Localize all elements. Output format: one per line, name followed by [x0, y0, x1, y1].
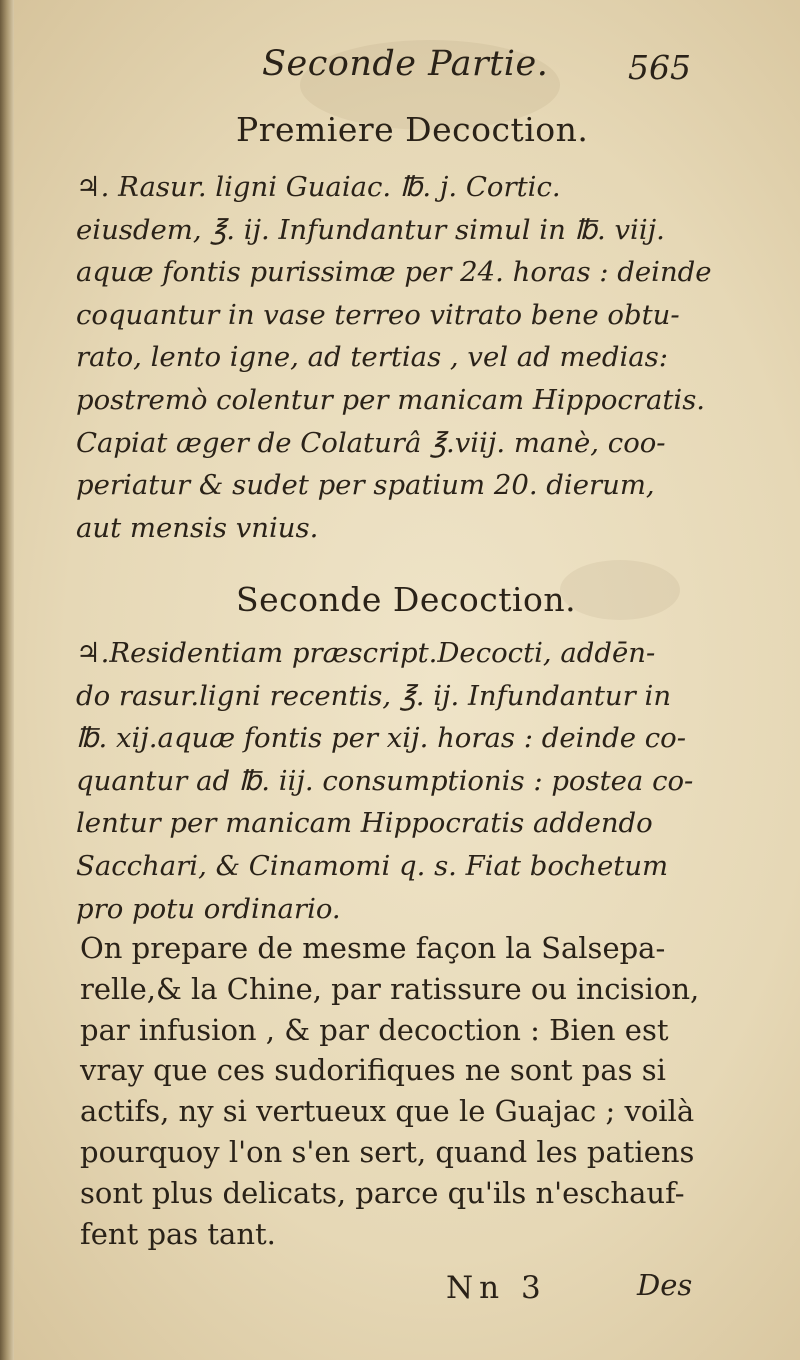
- page-gutter: [0, 0, 14, 1360]
- page-number: 565: [628, 48, 691, 87]
- text-line: ℔. xij.aquæ fontis per xij. horas : deinde co-: [76, 722, 686, 755]
- text-line: aquæ fontis purissimæ per 24. horas : deinde: [76, 256, 712, 289]
- running-head-title: Seconde Partie.: [262, 44, 549, 84]
- text-line: relle,& la Chine, par ratissure ou incision,: [80, 971, 700, 1006]
- text-line: On prepare de mesme façon la Salsepa-: [80, 931, 666, 965]
- text-line: ♃. Rasur. ligni Guaiac. ℔. j. Cortic.: [76, 171, 561, 203]
- text-line: periatur & sudet per spatium 20. dierum,: [76, 469, 655, 502]
- text-line: Sacchari, & Cinamomi q. s. Fiat bochetum: [76, 849, 669, 882]
- text-line: sont plus delicats, parce qu'ils n'eschauf-: [80, 1175, 685, 1210]
- text-line: par infusion , & par decoction : Bien est: [80, 1012, 669, 1047]
- text-line: aut mensis vnius.: [76, 511, 319, 544]
- signature-mark: Nn 3: [446, 1270, 547, 1306]
- text-line: pourquoy l'on s'en sert, quand les patiens: [80, 1134, 695, 1169]
- paper-stain: [560, 560, 680, 620]
- text-line: vray que ces sudorifiques ne sont pas si: [80, 1053, 666, 1088]
- text-line: actifs, ny si vertueux que le Guajac ; voilà: [80, 1094, 695, 1129]
- text-line: coquantur in vase terreo vitrato bene obtu-: [76, 298, 680, 331]
- text-line: quantur ad ℔. iij. consumptionis : postea co-: [76, 764, 694, 797]
- text-line: postremò colentur per manicam Hippocratis.: [76, 383, 706, 416]
- latin-recipe: [76, 632, 716, 930]
- running-head: [0, 44, 800, 94]
- catchword: Des: [637, 1268, 693, 1302]
- text-line: rato, lento igne, ad tertias , vel ad medias:: [76, 341, 669, 374]
- text-line: fent pas tant.: [80, 1216, 276, 1251]
- section-heading: Seconde Decoction.: [236, 580, 577, 619]
- french-paragraph: [80, 928, 700, 1254]
- text-line: Capiat æger de Colaturâ ℥.viij. manè, coo-: [76, 426, 666, 459]
- text-line: lentur per manicam Hippocratis addendo: [76, 807, 653, 840]
- text-line: do rasur.ligni recentis, ℥. ij. Infundantur in: [76, 679, 672, 712]
- text-line: ♃.Residentiam præscript.Decocti, addēn-: [76, 637, 656, 669]
- section-heading: Premiere Decoction.: [236, 110, 589, 149]
- text-line: eiusdem, ℥. ij. Infundantur simul in ℔. viij.: [76, 213, 665, 246]
- latin-recipe: [76, 166, 716, 549]
- text-line: pro potu ordinario.: [76, 892, 341, 925]
